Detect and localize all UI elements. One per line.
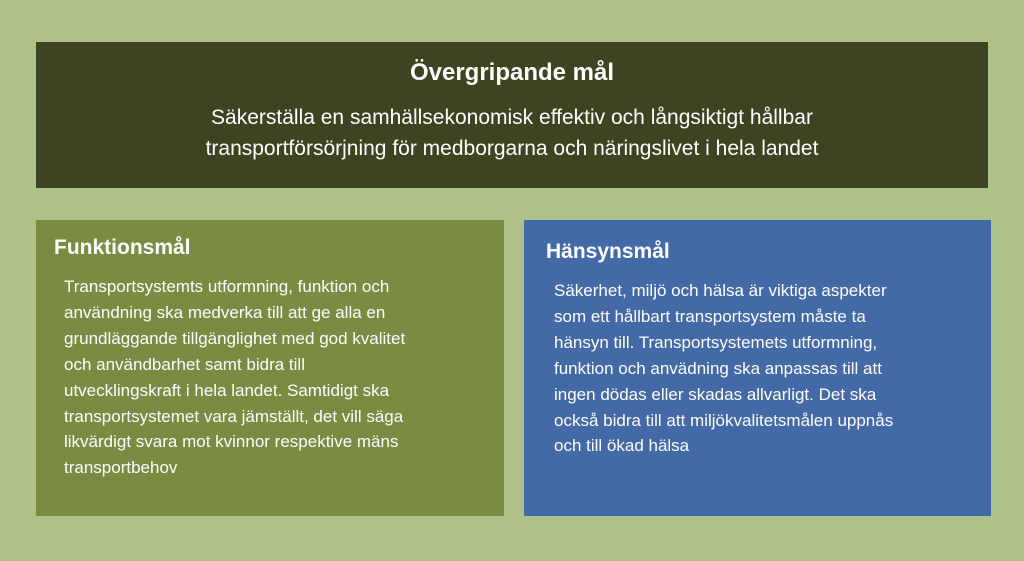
function-goal-title: Funktionsmål (54, 236, 191, 259)
function-goal-line: transportbehov (64, 458, 178, 478)
function-goal-line: likvärdigt svara mot kvinnor respektive mäns (64, 432, 399, 452)
function-goal-line: utvecklingskraft i hela landet. Samtidigt ska (64, 380, 390, 400)
function-goal-text (64, 274, 504, 481)
consideration-goal-line: Säkerhet, miljö och hälsa är viktiga aspekter (554, 281, 887, 300)
consideration-goal-line: också bidra till att miljökvalitetsmålen uppnås (554, 410, 894, 430)
overall-goal-title: Övergripande mål (409, 59, 615, 86)
consideration-goal-line: som ett hållbart transportsystem måste ta (554, 306, 866, 326)
overall-goal-text (36, 102, 988, 164)
function-goal-line: transportsystemet vara jämställt, det vill säga (64, 406, 404, 426)
overall-goal-line: transportförsörjning för medborgarna och näringslivet i hela landet (205, 137, 819, 160)
consideration-goal-box (524, 220, 991, 516)
function-goal-line: grundläggande tillgänglighet med god kvalitet (64, 328, 406, 348)
overall-goal-box (36, 42, 988, 188)
consideration-goal-title: Hänsynsmål (546, 240, 670, 263)
consideration-goal-line: hänsyn till. Transportsystemets utformning, (554, 332, 878, 352)
overall-goal-line: Säkerställa en samhällsekonomisk effektiv och långsiktigt hållbar (211, 106, 813, 129)
consideration-goal-line: och till ökad hälsa (554, 436, 690, 456)
consideration-goal-line: funktion och anvädning ska anpassas till att (554, 358, 882, 378)
consideration-goal-text (554, 278, 979, 459)
function-goal-line: användning ska medverka till att ge alla en (64, 302, 386, 322)
function-goal-line: och användbarhet samt bidra till (64, 354, 305, 374)
consideration-goal-line: ingen dödas eller skadas allvarligt. Det ska (554, 384, 877, 404)
function-goal-box (36, 220, 504, 516)
function-goal-line: Transportsystemts utformning, funktion och (64, 277, 390, 296)
